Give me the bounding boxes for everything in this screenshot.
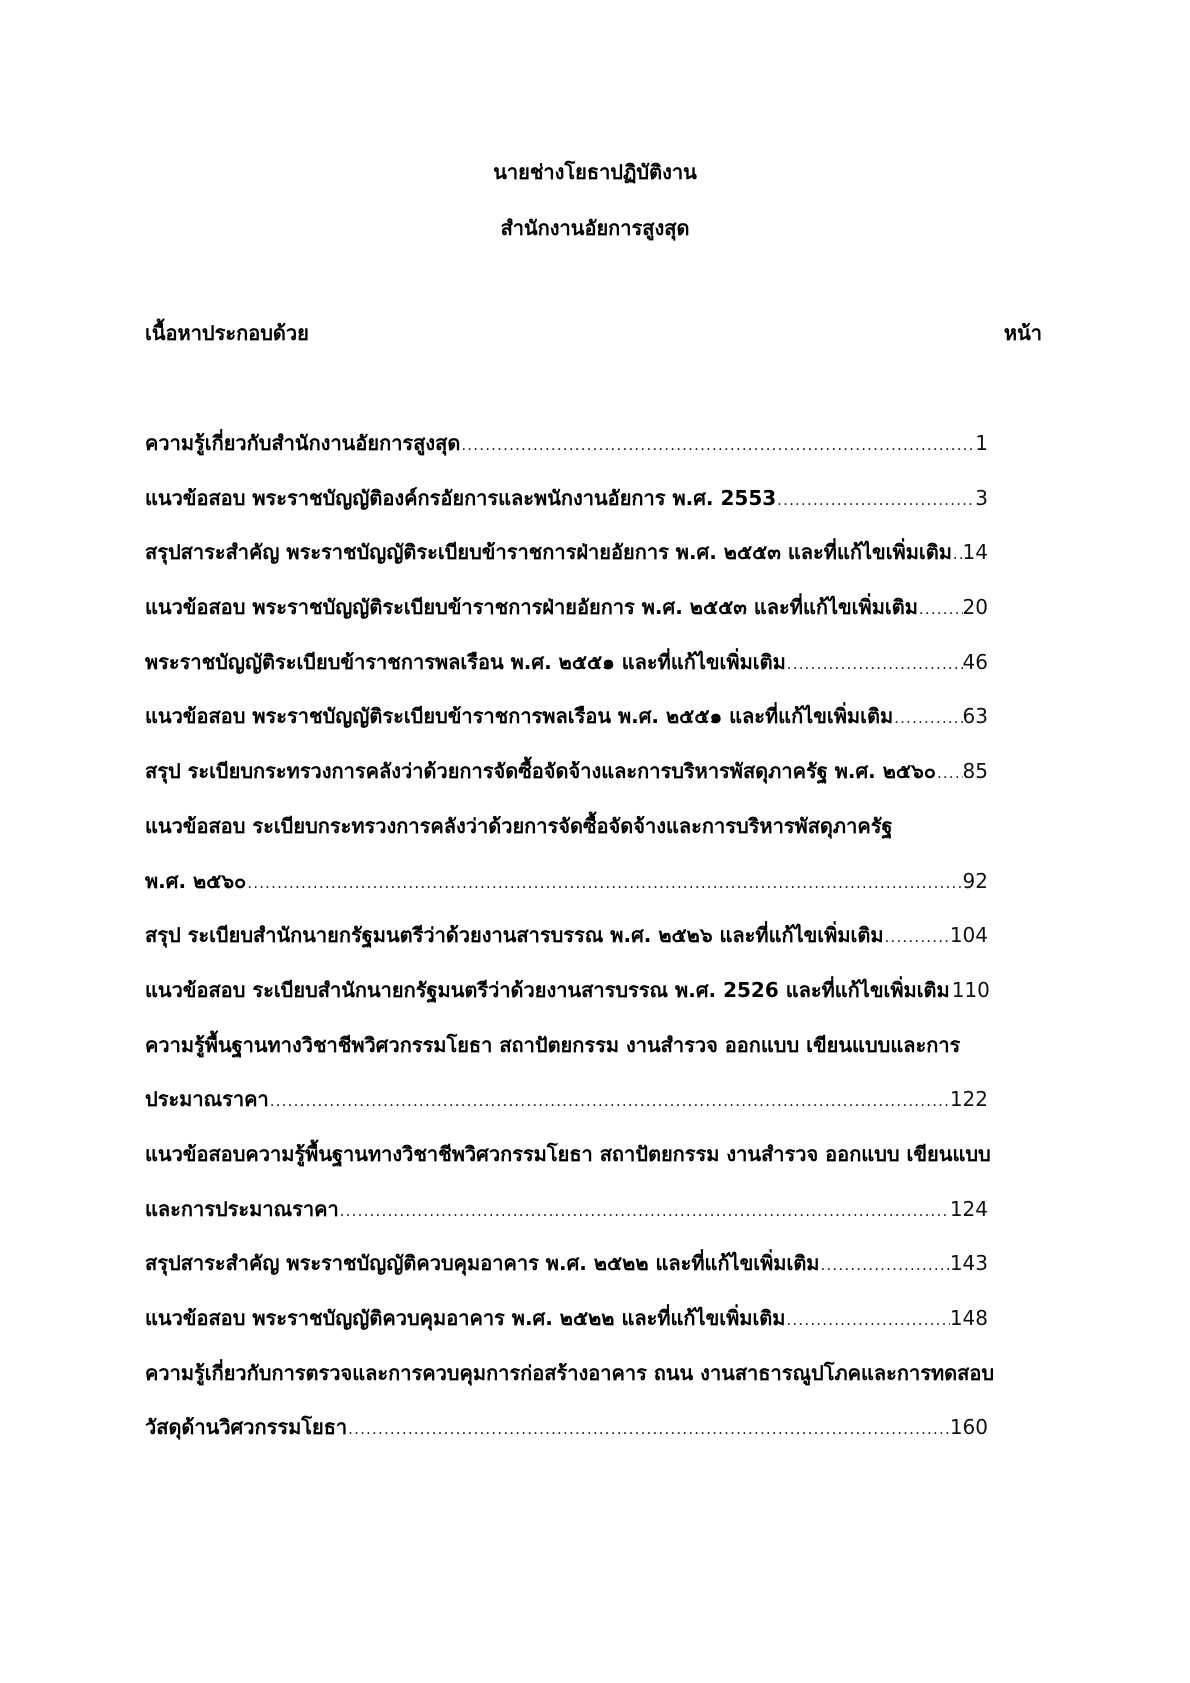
toc-entry xyxy=(145,1182,988,1237)
toc-entry-title-line: ความรู้พื้นฐานทางวิชาชีพวิศวกรรมโยธา สถาปัตยกรรม งานสำรวจ ออกแบบ เขียนแบบและการ xyxy=(145,1032,961,1057)
toc-entry-page: 14 xyxy=(962,540,988,565)
toc-entry-title: แนวข้อสอบ พระราชบัญญัติควบคุมอาคาร พ.ศ. ๒๕๒๒ และที่แก้ไขเพิ่มเติม xyxy=(145,1306,786,1330)
toc-entry xyxy=(145,1291,988,1346)
toc-entry-title-continuation: พ.ศ. ๒๕๖๐ xyxy=(145,868,247,893)
toc-entry xyxy=(145,416,988,471)
dot-leader xyxy=(884,910,950,965)
dot-leader xyxy=(893,691,962,746)
contents-heading: เนื้อหาประกอบด้วย xyxy=(145,321,309,345)
dot-leader xyxy=(347,1402,950,1457)
toc-entry-page: 143 xyxy=(949,1251,988,1276)
title-line-organization: สำนักงานอัยการสูงสุด xyxy=(500,216,690,240)
toc-entry xyxy=(145,908,988,963)
document-title xyxy=(0,144,1190,256)
dot-leader xyxy=(918,582,963,637)
toc-entry-title-line: ความรู้เกี่ยวกับการตรวจและการควบคุมการก่อสร้างอาคาร ถนน งานสาธารณูปโภคและการทดสอบ xyxy=(145,1360,995,1385)
dot-leader xyxy=(952,527,963,582)
toc-entry-title: สรุปสาระสำคัญ พระราชบัญญัติควบคุมอาคาร พ.ศ. ๒๕๒๒ และที่แก้ไขเพิ่มเติม xyxy=(145,1251,820,1276)
toc-entry xyxy=(145,635,988,690)
toc-entry-title: แนวข้อสอบ ระเบียบสำนักนายกรัฐมนตรีว่าด้วยงานสารบรรณ พ.ศ. 2526 และที่แก้ไขเพิ่มเติม xyxy=(145,977,950,1002)
toc-entry-page: 20 xyxy=(962,595,988,620)
toc-entry-title: แนวข้อสอบ พระราชบัญญัติองค์กรอัยการและพนักงานอัยการ พ.ศ. 2553 xyxy=(145,485,777,510)
dot-leader xyxy=(246,856,962,911)
toc-entry-page: 3 xyxy=(975,485,988,510)
toc-entry-title-continuation: วัสดุด้านวิศวกรรมโยธา xyxy=(145,1415,348,1440)
dot-leader xyxy=(820,1238,950,1293)
toc-entry-page: 85 xyxy=(962,759,988,784)
toc-entry xyxy=(145,1400,988,1455)
table-of-contents xyxy=(145,416,995,1455)
dot-leader xyxy=(936,746,963,801)
toc-entry xyxy=(145,744,988,799)
toc-entry-page: 46 xyxy=(962,649,988,674)
toc-entry xyxy=(145,854,988,909)
toc-entry-page: 160 xyxy=(949,1415,988,1440)
dot-leader xyxy=(269,1074,950,1129)
toc-entry-title: แนวข้อสอบ พระราชบัญญัติระเบียบข้าราชการพลเรือน พ.ศ. ๒๕๕๑ และที่แก้ไขเพิ่มเติม xyxy=(145,704,894,729)
dot-leader xyxy=(460,418,975,473)
dot-leader xyxy=(776,473,975,528)
toc-entry-title-continuation: ประมาณราคา xyxy=(145,1087,269,1112)
toc-entry-page: 104 xyxy=(949,923,988,948)
toc-entry-page: 148 xyxy=(949,1306,988,1330)
toc-entry-page: 1 xyxy=(975,431,988,455)
toc-entry-page: 63 xyxy=(962,704,988,729)
toc-entry-title: สรุป ระเบียบกระทรวงการคลังว่าด้วยการจัดซื้อจัดจ้างและการบริหารพัสดุภาครัฐ พ.ศ. ๒๕๖๐ xyxy=(145,759,936,784)
dot-leader xyxy=(339,1184,950,1239)
toc-entry-page: 124 xyxy=(949,1196,988,1221)
page-column-heading: หน้า xyxy=(1003,321,1042,345)
toc-entry xyxy=(145,1072,988,1127)
toc-entry-page: 92 xyxy=(962,868,988,893)
toc-entry xyxy=(145,1236,988,1291)
toc-entry-title: แนวข้อสอบ พระราชบัญญัติระเบียบข้าราชการฝ่ายอัยการ พ.ศ. ๒๕๕๓ และที่แก้ไขเพิ่มเติม xyxy=(145,595,918,620)
toc-entry-title: ความรู้เกี่ยวกับสำนักงานอัยการสูงสุด xyxy=(145,431,461,455)
dot-leader xyxy=(786,637,963,692)
toc-entry xyxy=(145,525,988,580)
toc-entry-title: พระราชบัญญัติระเบียบข้าราชการพลเรือน พ.ศ. ๒๕๕๑ และที่แก้ไขเพิ่มเติม xyxy=(145,649,786,674)
toc-entry-page: 110 xyxy=(951,977,990,1002)
toc-entry-page: 122 xyxy=(949,1087,988,1112)
toc-entry xyxy=(145,471,988,526)
toc-heading xyxy=(145,305,1042,361)
toc-entry-title-line: แนวข้อสอบ ระเบียบกระทรวงการคลังว่าด้วยการจัดซื้อจัดจ้างและการบริหารพัสดุภาครัฐ xyxy=(145,813,893,838)
title-line-position: นายช่างโยธาปฏิบัติงาน xyxy=(493,160,697,184)
toc-entry xyxy=(145,963,988,1018)
dot-leader xyxy=(785,1293,949,1348)
toc-entry xyxy=(145,689,988,744)
toc-entry-title: สรุป ระเบียบสำนักนายกรัฐมนตรีว่าด้วยงานสารบรรณ พ.ศ. ๒๕๒๖ และที่แก้ไขเพิ่มเติม xyxy=(145,923,884,948)
toc-entry-title-continuation: และการประมาณราคา xyxy=(145,1196,339,1221)
toc-entry-title: สรุปสาระสำคัญ พระราชบัญญัติระเบียบข้าราชการฝ่ายอัยการ พ.ศ. ๒๕๕๓ และที่แก้ไขเพิ่มเติม xyxy=(145,540,952,565)
toc-entry-title-line: แนวข้อสอบความรู้พื้นฐานทางวิชาชีพวิศวกรรมโยธา สถาปัตยกรรม งานสำรวจ ออกแบบ เขียนแบบ xyxy=(145,1141,991,1166)
toc-entry xyxy=(145,580,988,635)
